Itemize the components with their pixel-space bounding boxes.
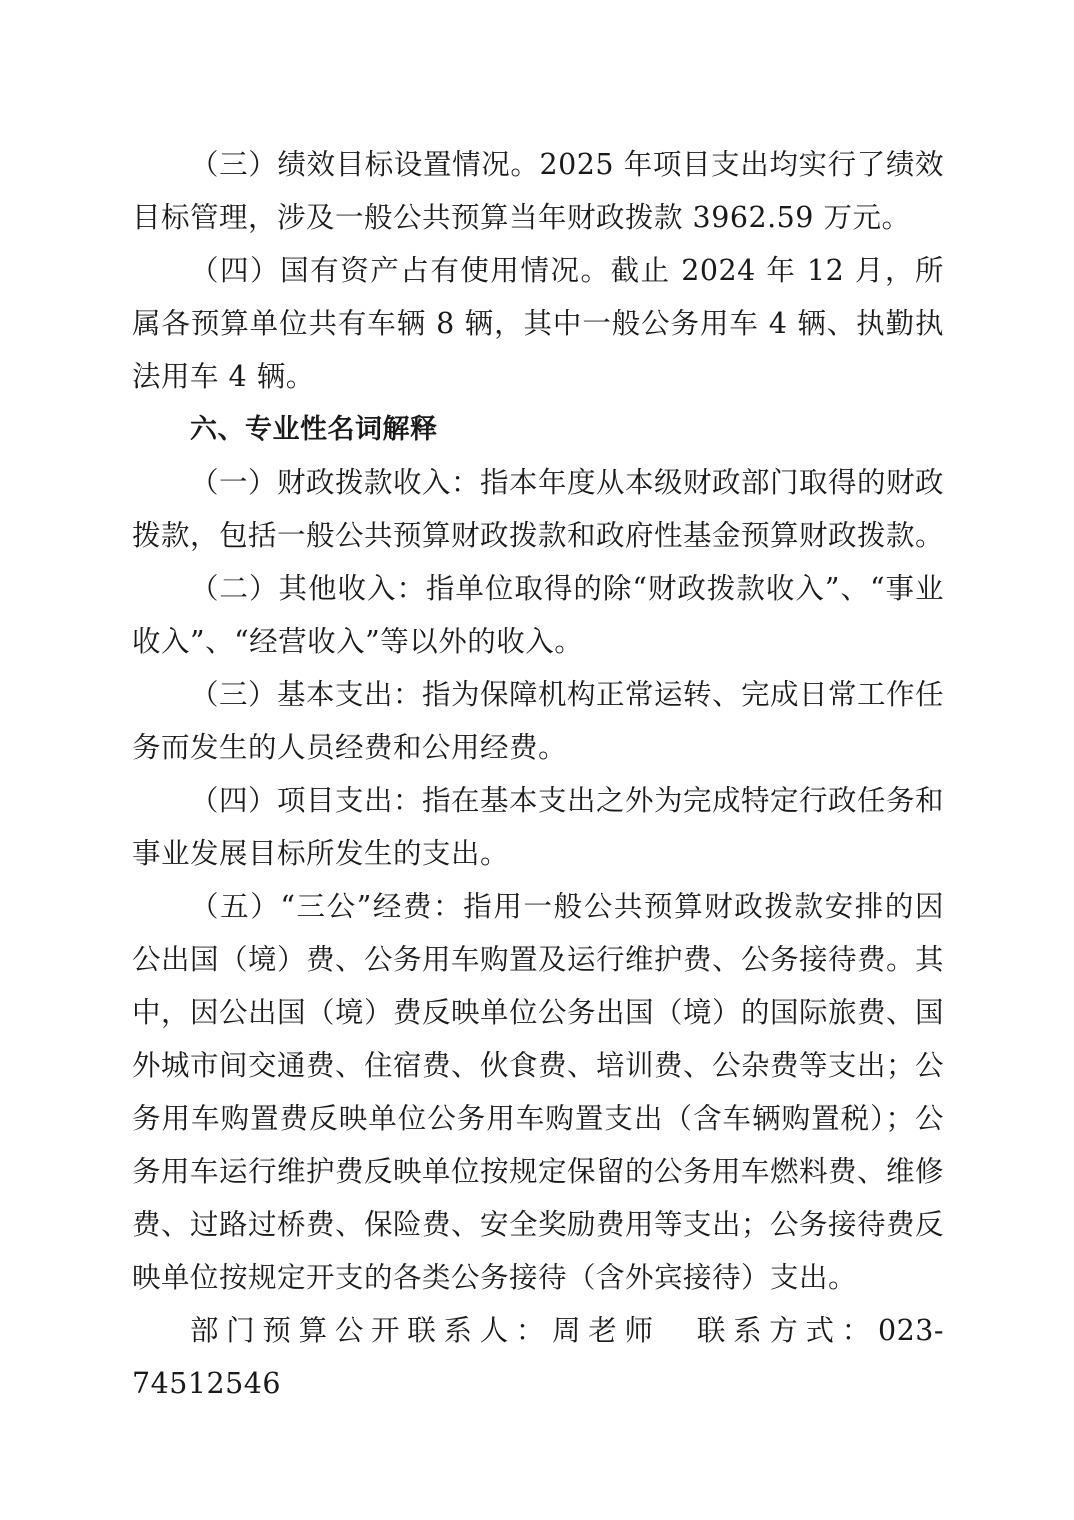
contact-line: 部门预算公开联系人：周老师 联系方式：023-74512546 — [132, 1314, 944, 1400]
paragraph-basic-expenditure: （三）基本支出：指为保障机构正常运转、完成日常工作任务而发生的人员经费和公用经费。 — [132, 678, 945, 764]
paragraph-fiscal-appropriation-income: （一）财政拨款收入：指本年度从本级财政部门取得的财政拨款，包括一般公共预算财政拨款和政府性基金预算财政拨款。 — [132, 466, 945, 552]
document-body — [132, 138, 944, 1410]
paragraph-state-assets: （四）国有资产占有使用情况。截止 2024 年 12 月，所属各预算单位共有车辆 8 辆，其中一般公务用车 4 辆、执勤执法用车 4 辆。 — [132, 254, 944, 393]
paragraph-project-expenditure: （四）项目支出：指在基本支出之外为完成特定行政任务和事业发展目标所发生的支出。 — [132, 784, 945, 870]
section-heading-glossary: 六、专业性名词解释 — [190, 414, 438, 445]
paragraph-three-public-expenses: （五）“三公”经费：指用一般公共预算财政拨款安排的因公出国（境）费、公务用车购置及运行维护费、公务接待费。其中，因公出国（境）费反映单位公务出国（境）的国际旅费、国外城市间交通费、住宿费、伙食费、培训费、公杂费等支出；公务用车购置费反映单位公务用车购置支出（含车辆购置税）；公务用车运行维护费反映单位按规定保留的公务用车燃料费、维修费、过路过桥费、保险费、安全奖励费用等支出；公务接待费反映单位按规定开支的各类公务接待（含外宾接待）支出。 — [132, 890, 945, 1294]
paragraph-other-income: （二）其他收入：指单位取得的除“财政拨款收入”、“事业收入”、“经营收入”等以外的收入。 — [132, 572, 944, 658]
paragraph-performance-targets: （三）绩效目标设置情况。2025 年项目支出均实行了绩效目标管理，涉及一般公共预算当年财政拨款 3962.59 万元。 — [132, 148, 944, 234]
